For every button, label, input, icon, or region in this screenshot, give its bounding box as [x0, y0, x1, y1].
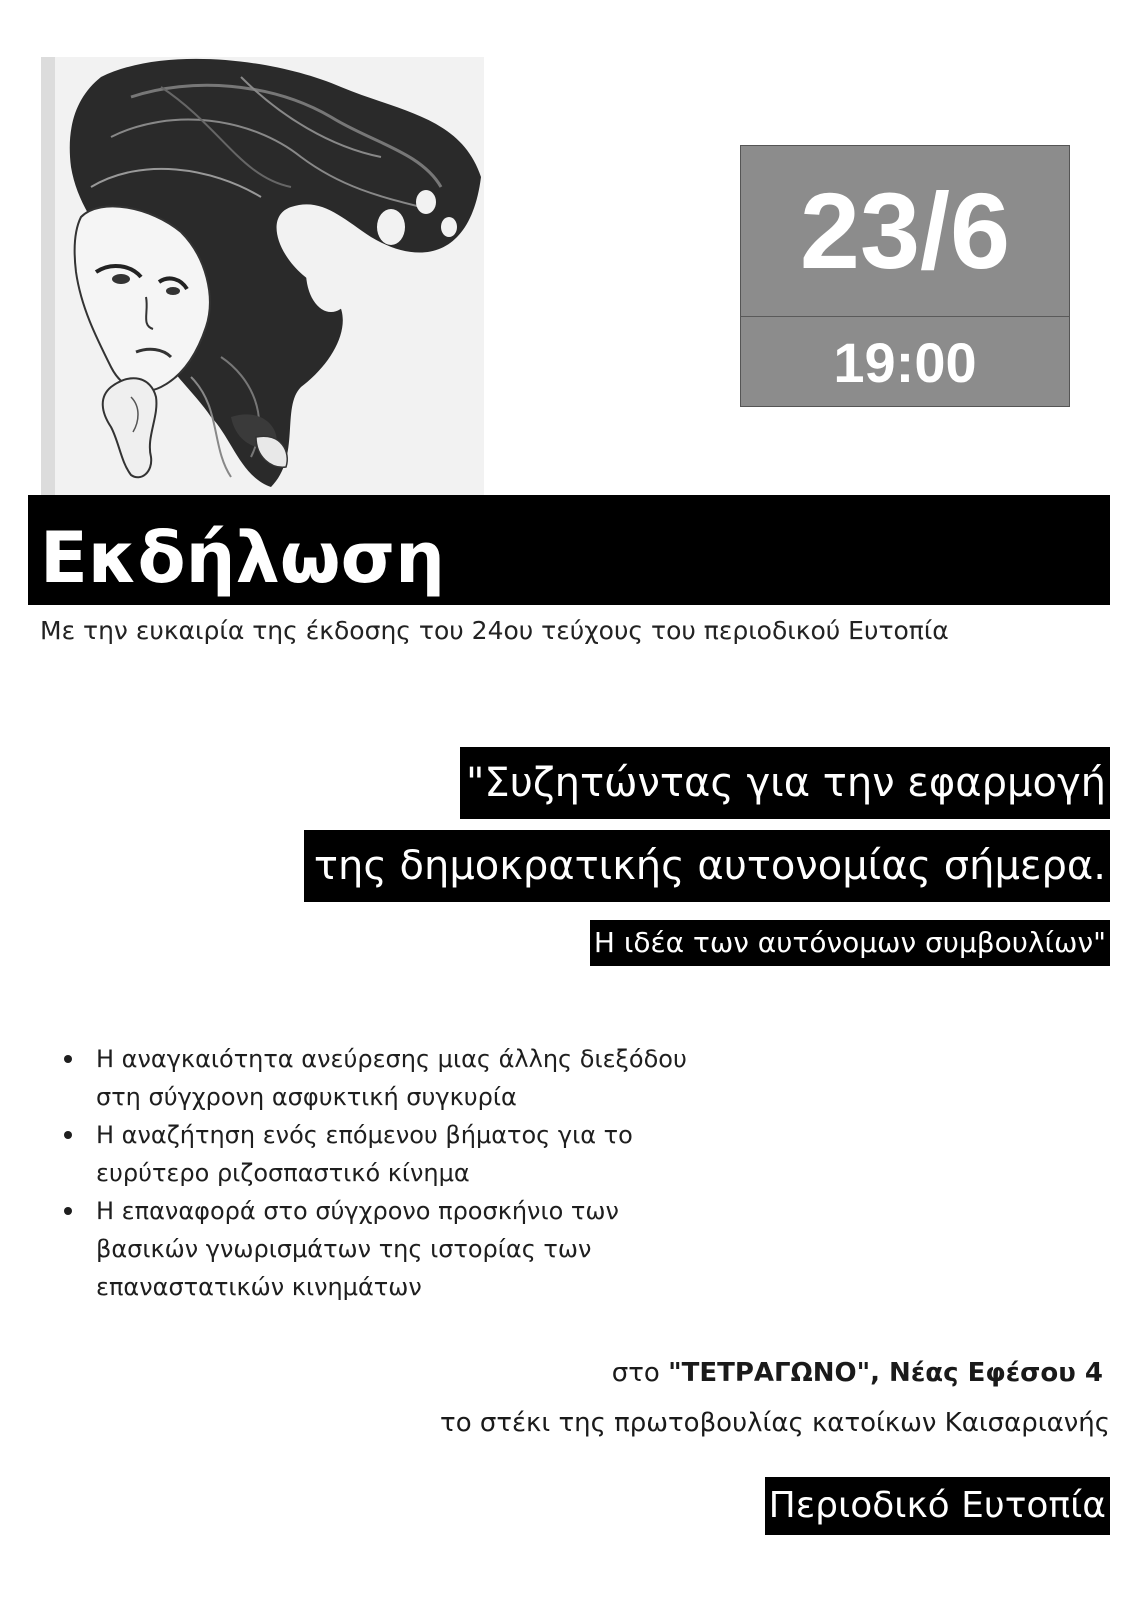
headline-line-1: "Συζητώντας για την εφαρμογή: [460, 747, 1110, 819]
point-text: βασικών γνωρισμάτων της ιστορίας των: [96, 1235, 592, 1263]
venue-prefix: στο: [611, 1358, 660, 1388]
list-item: [60, 1040, 760, 1116]
artwork-illustration: [41, 57, 484, 495]
point-text: Η αναζήτηση ενός επόμενου βήματος για το: [96, 1121, 633, 1149]
list-item: [60, 1116, 760, 1192]
point-text: στη σύγχρονη ασφυκτική συγκυρία: [96, 1083, 517, 1111]
date-divider: [741, 316, 1069, 317]
venue-line: [612, 1355, 1103, 1391]
venue-name: "ΤΕΤΡΑΓΩΝΟ", Νέας Εφέσου 4: [668, 1358, 1103, 1388]
discussion-points: [60, 1040, 760, 1306]
headline-line-3: Η ιδέα των αυτόνομων συμβουλίων": [590, 920, 1110, 966]
event-time: 19:00: [833, 331, 977, 394]
event-title: Εκδήλωση: [40, 517, 445, 599]
headline-line-2: της δημοκρατικής αυτονομίας σήμερα.: [304, 830, 1110, 902]
event-title-bar: [28, 495, 1110, 605]
list-item: [60, 1192, 760, 1306]
event-date: 23/6: [799, 170, 1011, 291]
date-time-box: [740, 145, 1070, 407]
point-text: Η επαναφορά στο σύγχρονο προσκήνιο των: [96, 1197, 619, 1225]
point-text: ευρύτερο ριζοσπαστικό κίνημα: [96, 1159, 470, 1187]
event-subtitle: Με την ευκαιρία της έκδοσης του 24ου τεύχους του περιοδικού Ευτοπία: [40, 616, 949, 645]
venue-description: το στέκι της πρωτοβουλίας κατοίκων Καισαριανής: [440, 1408, 1110, 1438]
point-text: Η αναγκαιότητα ανεύρεσης μιας άλλης διεξόδου: [96, 1045, 687, 1073]
point-text: επαναστατικών κινημάτων: [96, 1273, 422, 1301]
publisher-label: Περιοδικό Ευτοπία: [765, 1477, 1110, 1535]
